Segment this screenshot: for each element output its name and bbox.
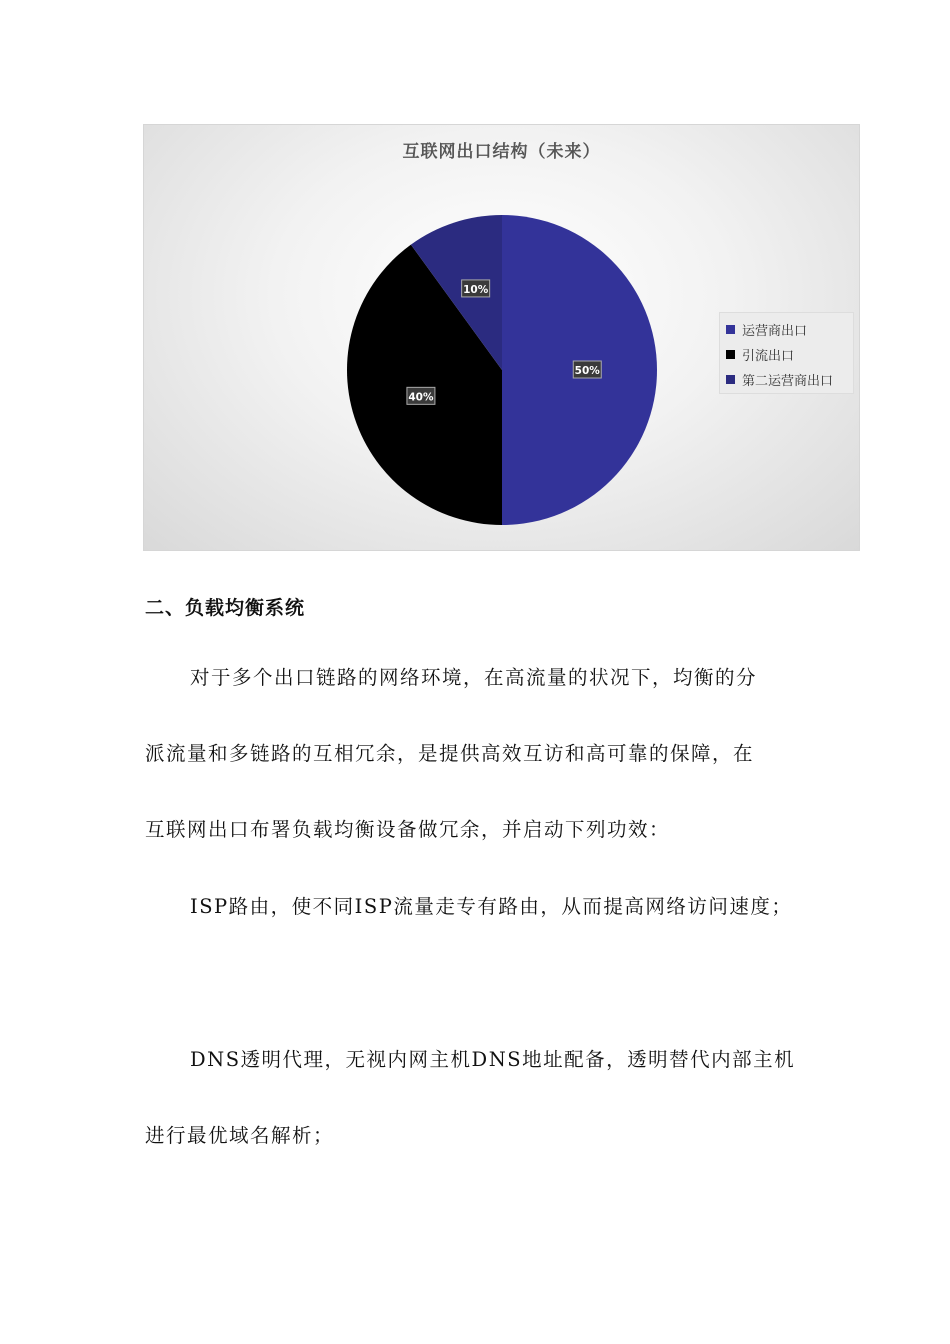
legend-item-diversion [720, 342, 853, 367]
section-heading: 二、负载均衡系统 [145, 597, 306, 619]
paragraph-line: DNS透明代理，无视内网主机DNS地址配备，透明替代内部主机 [190, 1048, 796, 1071]
paragraph-line: 互联网出口布署负载均衡设备做冗余，并启动下列功效： [145, 818, 671, 841]
data-label [573, 361, 601, 378]
svg-text:10%: 10% [463, 283, 489, 296]
legend-label: 运营商出口 [742, 324, 808, 339]
paragraph-line: 对于多个出口链路的网络环境，在高流量的状况下，均衡的分 [190, 666, 758, 689]
legend-swatch [726, 375, 735, 384]
legend-swatch [726, 325, 735, 334]
svg-text:40%: 40% [408, 391, 434, 404]
legend-swatch [726, 350, 735, 359]
data-label [462, 280, 490, 297]
legend-item-second-operator [720, 367, 853, 392]
paragraph-line: ISP路由，使不同ISP流量走专有路由，从而提高网络访问速度； [190, 895, 793, 918]
legend-label: 引流出口 [742, 349, 795, 364]
svg-text:50%: 50% [574, 365, 600, 377]
paragraph-line: 进行最优域名解析； [145, 1124, 335, 1147]
legend-label: 第二运营商出口 [742, 374, 834, 389]
legend-item-operator [720, 317, 853, 342]
pie-chart [143, 124, 860, 551]
chart-title: 互联网出口结构（未来） [402, 142, 601, 162]
chart-legend [719, 312, 854, 394]
paragraph-line: 派流量和多链路的互相冗余，是提供高效互访和高可靠的保障，在 [145, 742, 755, 765]
data-label [407, 387, 435, 404]
